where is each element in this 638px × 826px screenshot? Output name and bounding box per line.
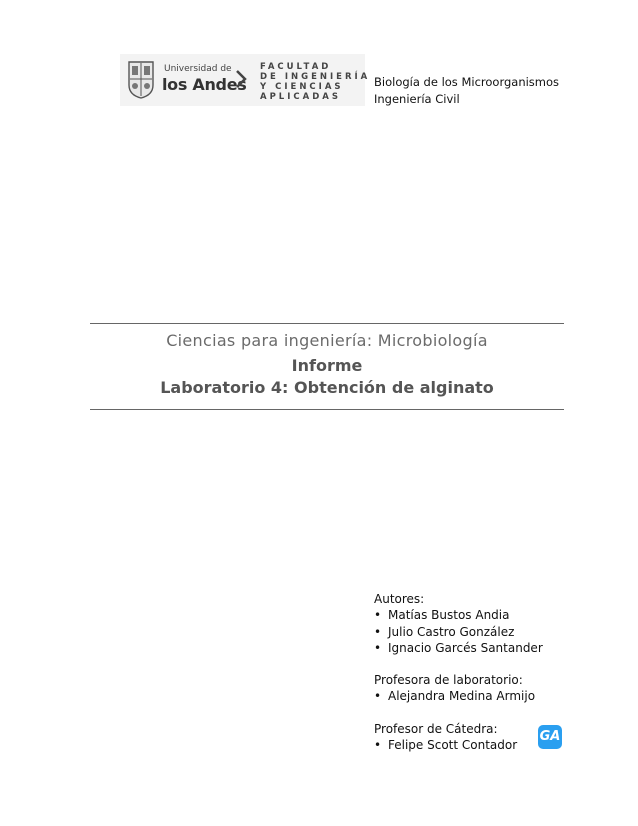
author-item: • Julio Castro González xyxy=(374,624,543,640)
chair-professor-item: • Felipe Scott Contador xyxy=(374,737,543,753)
title-block xyxy=(90,330,564,400)
course-name: Biología de los Microorganismos xyxy=(374,75,560,89)
faculty-line: Y CIENCIAS xyxy=(260,82,344,92)
author-item: • Matías Bustos Andia xyxy=(374,607,543,623)
logo-university-big: los Andes xyxy=(162,75,247,94)
author-item: • Ignacio Garcés Santander xyxy=(374,640,543,656)
lab-professor-list xyxy=(374,688,543,704)
course-info xyxy=(374,74,559,108)
ga-badge-icon[interactable]: GA xyxy=(538,725,562,749)
lab-professor-item: • Alejandra Medina Armijo xyxy=(374,688,543,704)
faculty-line: DE INGENIERÍA xyxy=(260,72,371,82)
university-logo xyxy=(120,54,371,106)
faculty-line: FACULTAD xyxy=(260,62,332,72)
chair-professor-label: Profesor de Cátedra: xyxy=(374,721,498,736)
lab-professor-label: Profesora de laboratorio: xyxy=(374,673,523,688)
authors-label: Autores: xyxy=(374,592,425,606)
lab-title: Laboratorio 4: Obtención de alginato xyxy=(160,378,494,397)
title-bottom-rule xyxy=(90,409,564,410)
faculty-name xyxy=(260,62,370,102)
crest-icon xyxy=(128,61,154,99)
chair-professor-list xyxy=(374,737,543,753)
logo-university-small: Universidad de xyxy=(164,64,232,74)
faculty-line: APLICADAS xyxy=(260,92,341,102)
credits-section xyxy=(374,591,543,753)
document-type: Informe xyxy=(291,356,363,375)
authors-list xyxy=(374,607,543,656)
title-top-rule xyxy=(90,323,564,324)
chevron-right-icon xyxy=(234,68,248,90)
subject-title: Ciencias para ingeniería: Microbiología xyxy=(166,331,488,350)
program-name: Ingeniería Civil xyxy=(374,92,460,106)
